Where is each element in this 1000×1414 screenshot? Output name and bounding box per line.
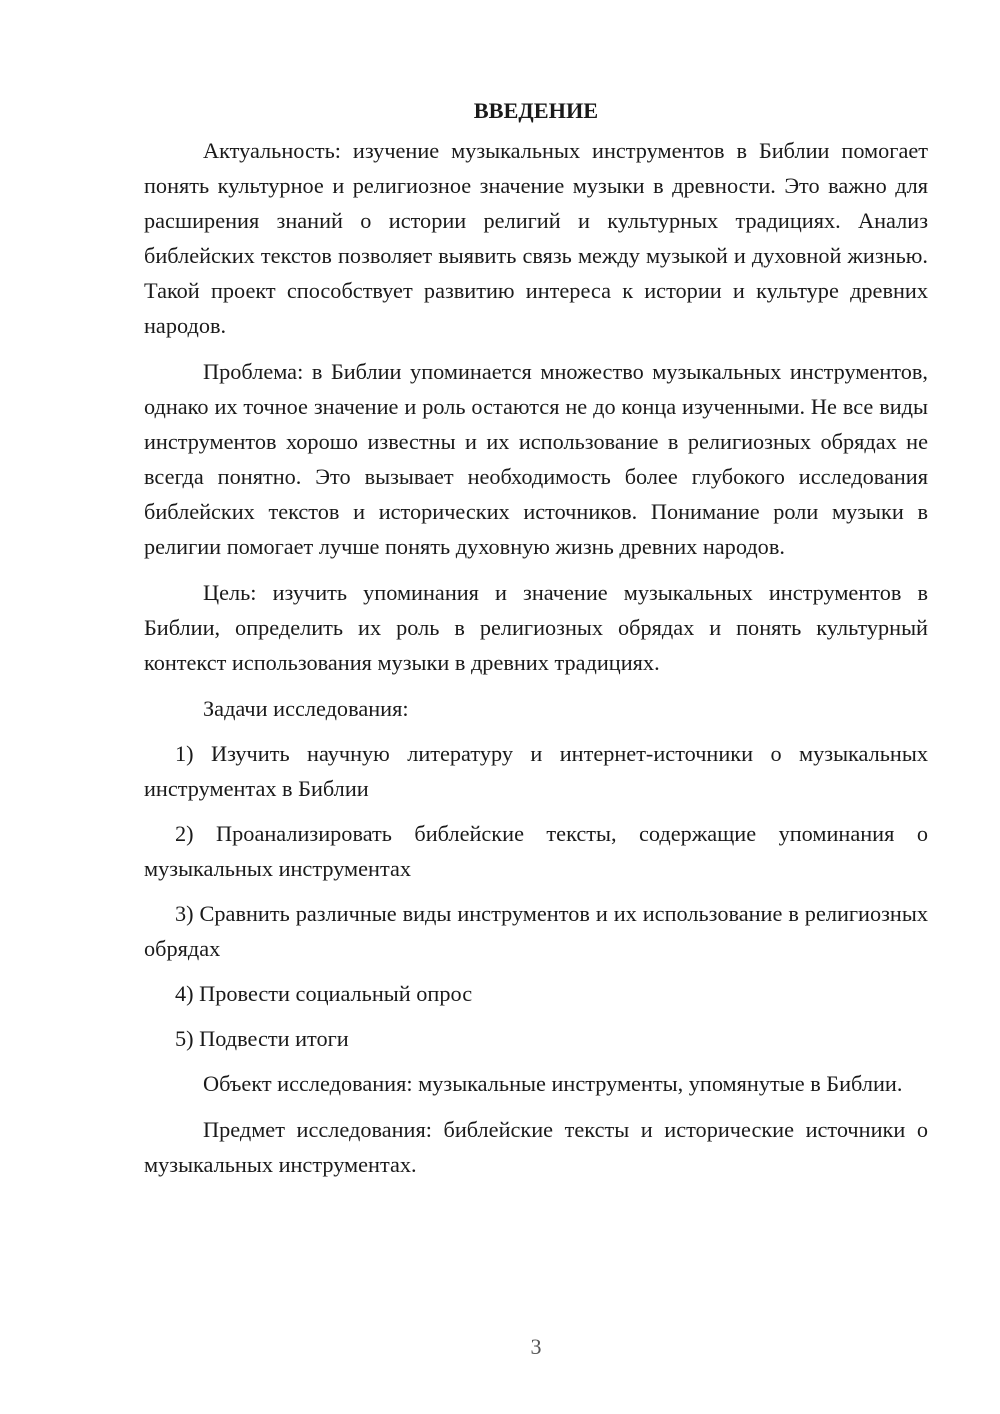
relevance-paragraph: Актуальность: изучение музыкальных инструментов в Библии помогает понять культурное и религиозное значение музыки в древности. Это важно для расширения знаний о истории религий и культурных традициях. Анализ библейских текстов позволяет выявить связь между музыкой и духовной жизнью. Такой проект способствует развитию интереса к истории и культуре древних народов.	[144, 138, 928, 338]
subject-paragraph: Предмет исследования: библейские тексты и исторические источники о музыкальных инструментах.	[144, 1117, 928, 1177]
goal-paragraph: Цель: изучить упоминания и значение музыкальных инструментов в Библии, определить их роль в религиозных обрядах и понять культурный контекст использования музыки в древних традициях.	[144, 580, 928, 675]
page-title: ВВЕДЕНИЕ	[473, 98, 599, 123]
problem-paragraph: Проблема: в Библии упоминается множество музыкальных инструментов, однако их точное значение и роль остаются не до конца изученными. Не все виды инструментов хорошо известны и их использование в религиозных обрядах не всегда понятно. Это вызывает необходимость более глубокого исследования библейских текстов и исторических источников. Понимание роли музыки в религии помогает лучше понять духовную жизнь древних народов.	[144, 359, 928, 559]
list-item: 4) Провести социальный опрос	[175, 981, 473, 1006]
page-number: 3	[530, 1334, 542, 1359]
object-paragraph: Объект исследования: музыкальные инструменты, упомянутые в Библии.	[203, 1071, 903, 1096]
list-item: 3) Сравнить различные виды инструментов и их использование в религиозных обрядах	[144, 901, 928, 961]
document-page	[144, 93, 928, 1193]
list-item: 1) Изучить научную литературу и интернет-источники о музыкальных инструментах в Библии	[144, 741, 928, 801]
tasks-heading: Задачи исследования:	[203, 696, 409, 721]
list-item: 5) Подвести итоги	[175, 1026, 349, 1051]
list-item: 2) Проанализировать библейские тексты, содержащие упоминания о музыкальных инструментах	[144, 821, 928, 881]
tasks-list	[144, 736, 928, 1056]
